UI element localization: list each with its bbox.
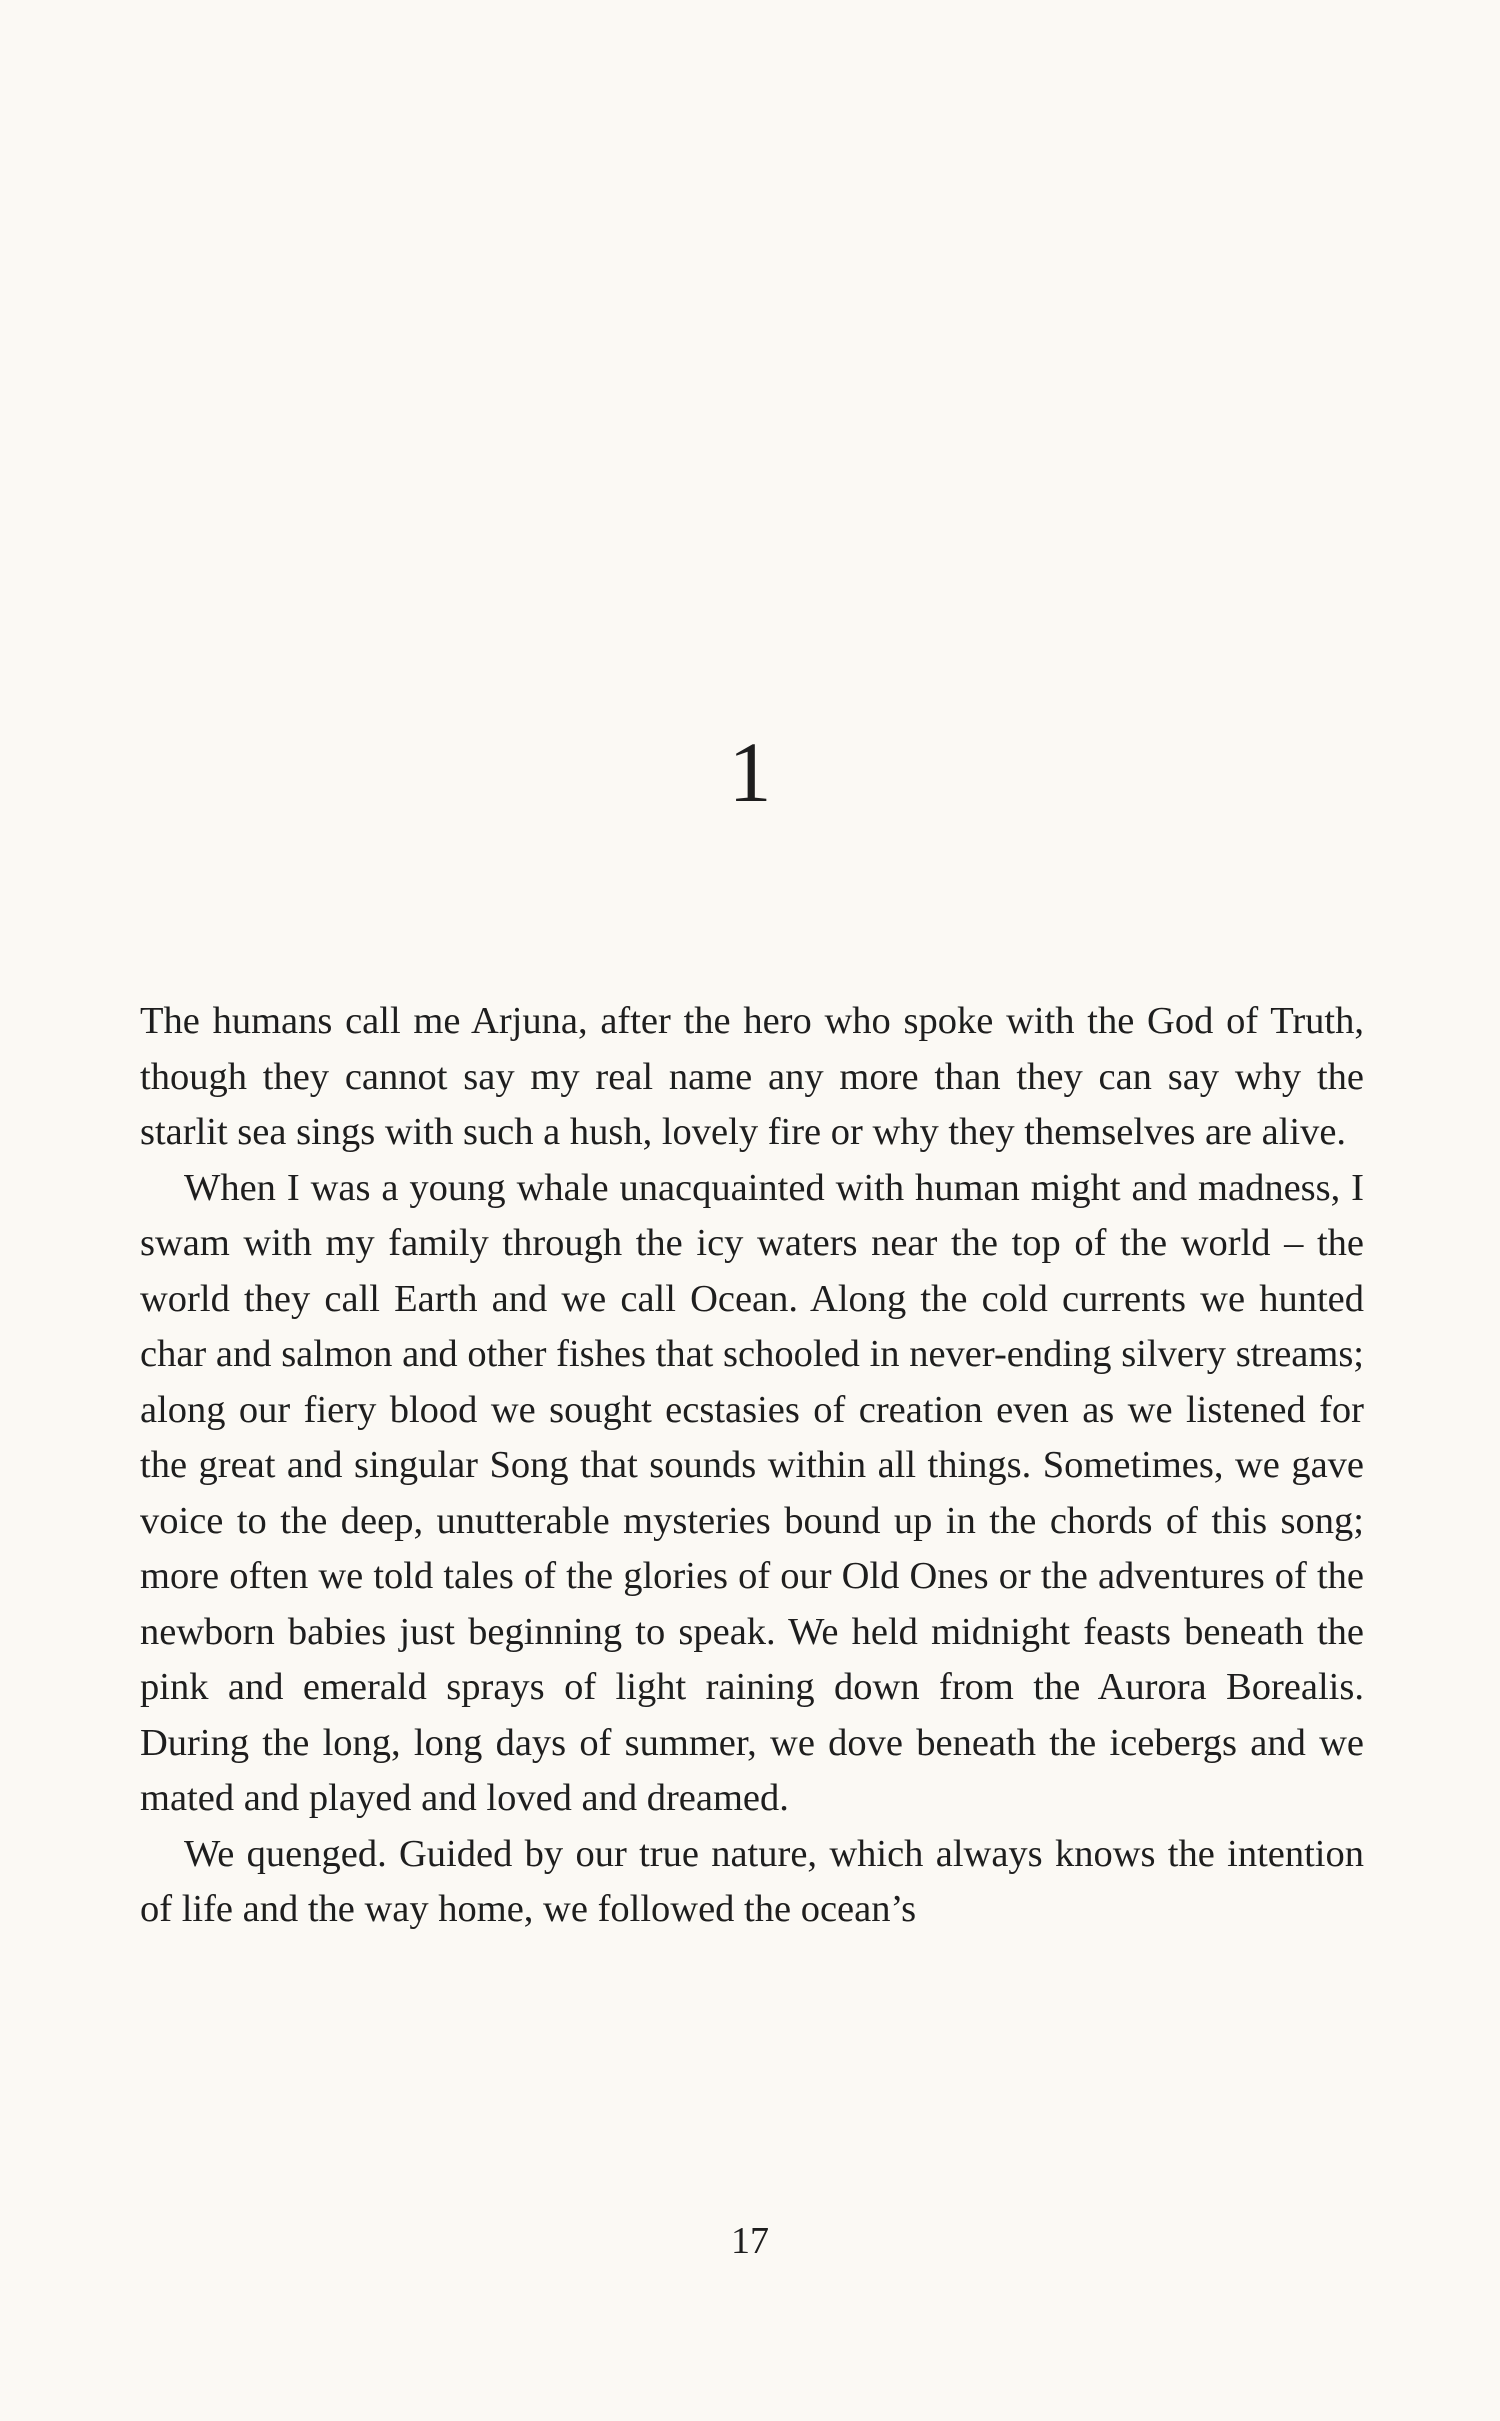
page-number: 17	[731, 2220, 769, 2262]
chapter-body	[140, 994, 1364, 1938]
paragraph-3: We quenged. Guided by our true nature, which always knows the intention of life and the way home, we followed the ocean’s	[140, 1832, 1364, 1930]
paragraph-2: When I was a young whale unacquainted with human might and madness, I swam with my family through the icy waters near the top of the world – the world they call Earth and we call Ocean. Along the cold currents we hunted char and salmon and other fishes that schooled in never-ending silvery streams; along our fiery blood we sought ecstasies of creation even as we listened for the great and singular Song that sounds within all things. Sometimes, we gave voice to the deep, unutterable mysteries bound up in the chords of this song; more often we told tales of the glories of our Old Ones or the adventures of the newborn babies just beginning to speak. We held midnight feasts beneath the pink and emerald sprays of light raining down from the Aurora Borealis. During the long, long days of summer, we dove beneath the icebergs and we mated and played and loved and dreamed.	[140, 1166, 1364, 1819]
paragraph-1: The humans call me Arjuna, after the hero who spoke with the God of Truth, though they cannot say my real name any more than they can say why the starlit sea sings with such a hush, lovely fire or why they themselves are alive.	[140, 1000, 1364, 1153]
chapter-number: 1	[728, 724, 772, 820]
